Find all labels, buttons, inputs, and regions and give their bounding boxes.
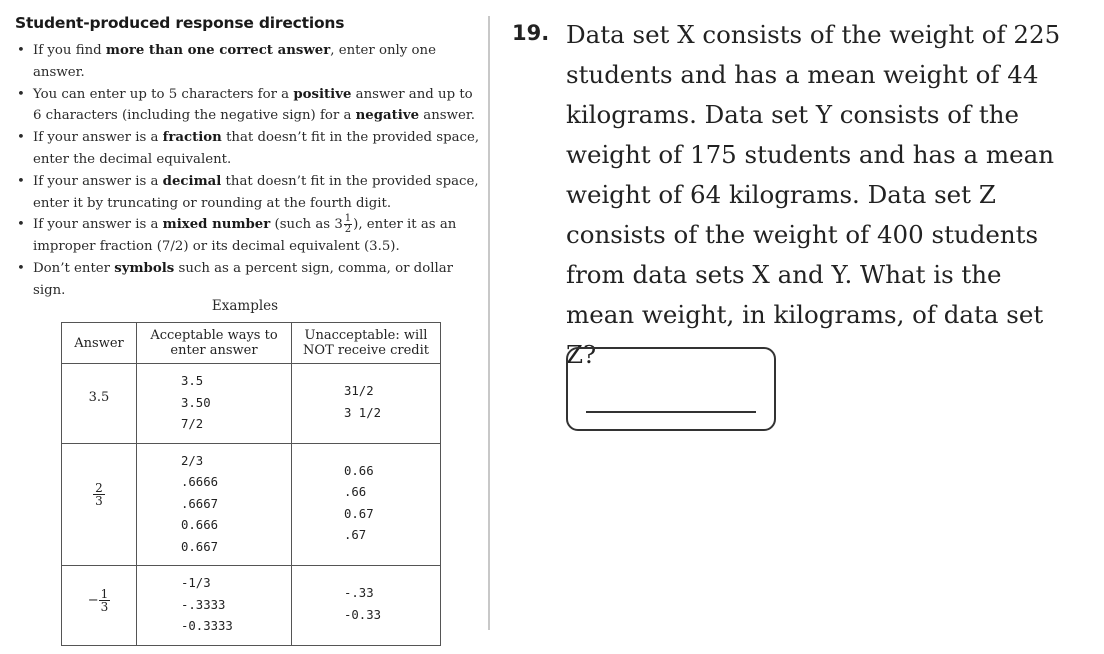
unacceptable-cell: 0.66 .66 0.67 .67 <box>292 443 441 566</box>
acceptable-cell: 3.5 3.50 7/2 <box>137 364 292 444</box>
answer-fraction: $\frac{2}{3}$ <box>95 480 103 508</box>
table-row <box>62 364 441 444</box>
table-row <box>62 443 441 566</box>
panel-divider[interactable] <box>488 16 490 630</box>
unacceptable-cell: 31/2 3 1/2 <box>292 364 441 444</box>
directions-list <box>15 40 485 302</box>
answer-cell: − $\frac{1}{3}$ <box>62 566 137 646</box>
list-item: • If your answer is a decimal that doesn’t fit in the provided space, enter it by truncating or rounding at the fourth digit. <box>15 171 485 215</box>
directions-panel <box>15 14 485 302</box>
question-number: 19. <box>512 21 550 45</box>
answer-input[interactable] <box>566 347 776 431</box>
list-item: • You can enter up to 5 characters for a positive answer and up to 6 characters (including the negative sign) for a negative answer. <box>15 84 485 128</box>
table-header-row <box>62 323 441 364</box>
header-unacceptable: Unacceptable: will NOT receive credit <box>292 323 441 364</box>
examples-table <box>61 322 441 646</box>
list-item: • If you find more than one correct answer, enter only one answer. <box>15 40 485 84</box>
answer-fraction: $\frac{1}{3}$ <box>100 587 109 614</box>
mixed-fraction: $\frac{1}{2}$ <box>344 213 352 236</box>
list-item: • If your answer is a mixed number (such as 3 $\frac{1}{2}$ ), enter it as an improper fraction (7/2) or its decimal equivalent (3.5). <box>15 214 485 258</box>
acceptable-cell: 2/3 .6666 .6667 0.666 0.667 <box>137 443 292 566</box>
unacceptable-cell: -.33 -0.33 <box>292 566 441 646</box>
examples-title: Examples <box>211 298 279 314</box>
answer-underline <box>586 411 756 413</box>
answer-cell <box>62 443 137 566</box>
acceptable-cell: -1/3 -.3333 -0.3333 <box>137 566 292 646</box>
list-item: • Don’t enter symbols such as a percent sign, comma, or dollar sign. <box>15 258 485 302</box>
table-row <box>62 566 441 646</box>
question-text: Data set X consists of the weight of 225 students and has a mean weight of 44 kilograms. Data set Y consists of the weight of 175 students and has a mean weight of 64 kilograms. Data set Z consists of the weight of 400 students from data sets X and Y. What is the mean weight, in kilograms, of data set Z? <box>566 20 1061 369</box>
list-item: • If your answer is a fraction that doesn’t fit in the provided space, enter the decimal equivalent. <box>15 127 485 171</box>
directions-title: Student-produced response directions <box>15 14 345 32</box>
header-answer: Answer <box>62 323 137 364</box>
header-acceptable: Acceptable ways to enter answer <box>137 323 292 364</box>
answer-cell: 3.5 <box>62 364 137 444</box>
